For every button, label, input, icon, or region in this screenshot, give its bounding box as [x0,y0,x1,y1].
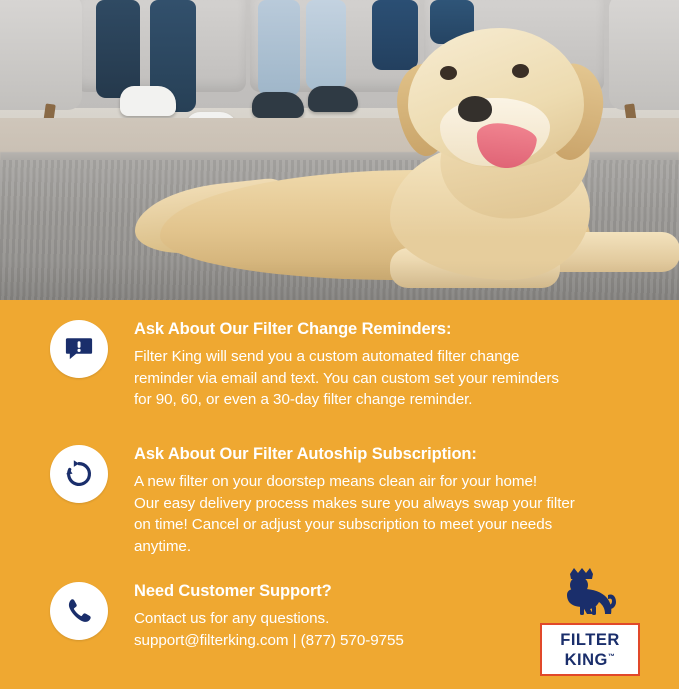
info-panel [0,300,679,689]
photo-bottom-shading [0,260,679,300]
golden-retriever-dog [140,20,679,295]
dog-eye [440,66,457,80]
block-customer-support [50,582,470,651]
block-line: Our easy delivery process makes sure you always swap your filter [134,494,575,512]
logo-wordmark-box [540,623,640,676]
block-text [134,582,404,651]
logo-line-filter: FILTER [560,631,620,649]
logo-king-text: KING [564,650,608,669]
block-title: Ask About Our Filter Change Reminders: [134,320,452,338]
block-line: reminder via email and text. You can custom set your reminders [134,369,559,387]
block-line: Filter King will send you a custom automated filter change [134,348,520,365]
lion-icon [540,565,640,623]
block-line: Contact us for any questions. [134,610,330,627]
filter-king-logo [540,565,640,676]
chat-bubble-alert-icon [50,320,108,378]
block-line-contact[interactable]: support@filterking.com | (877) 570-9755 [134,631,404,649]
logo-trademark: ™ [607,653,616,660]
hero-photo [0,0,679,300]
block-line: A new filter on your doorstep means clean air for your home! [134,473,538,490]
phone-handset-icon [50,582,108,640]
dog-nose [458,96,492,122]
dog-eye [512,64,529,78]
block-text [134,320,559,411]
block-filter-change-reminders [50,320,630,411]
logo-line-king [548,652,632,669]
person-leg [96,0,140,98]
block-line: on time! Cancel or adjust your subscription to meet your needs [134,516,553,533]
block-line: anytime. [134,537,191,555]
block-title: Ask About Our Filter Autoship Subscription: [134,445,477,463]
block-autoship-subscription [50,445,630,557]
block-title: Need Customer Support? [134,582,332,600]
block-line: for 90, 60, or even a 30-day filter change reminder. [134,391,473,408]
block-text [134,445,575,557]
refresh-cycle-icon [50,445,108,503]
